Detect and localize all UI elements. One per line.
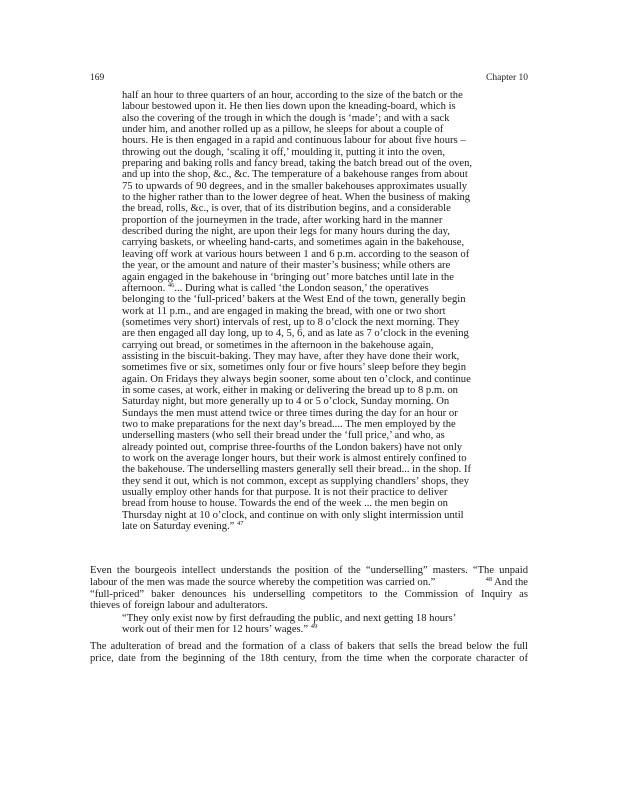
paragraph-2	[90, 641, 528, 665]
quote-line: Sundays the men must attend twice or three times during the day for an hour or	[122, 407, 458, 419]
quote-line: leaving off work at various hours between 1 and 6 p.m. according to the season of	[122, 248, 470, 260]
paragraph-line: Even the bourgeois intellect understands the position of the “underselling” masters. “The unpaid	[90, 565, 528, 576]
quote-line: again engaged in the bakehouse in ‘bringing out’ more batches until late in the	[122, 271, 454, 283]
quote-line	[122, 624, 502, 635]
paragraph-line: thieves of foreign labour and adulterators.	[90, 600, 268, 612]
footnote-marker: 48	[485, 575, 493, 583]
paragraph-1	[90, 565, 528, 612]
quote-line: usually employ other hands for that purpose. It is not their practice to deliver	[122, 487, 448, 499]
quote-line: also the covering of the trough in which the dough is ‘made’; and with a sack	[122, 112, 450, 124]
quote-text: afternoon.	[122, 282, 168, 294]
quote-line	[122, 283, 502, 294]
quote-line: are then engaged all day long, up to 4, 5, 6, and as late as 7 o’clock in the evening	[122, 328, 469, 340]
footnote-marker: 46	[167, 281, 175, 289]
quote-line: already pointed out, comprise three-fourths of the London bakers) have not only	[122, 441, 463, 453]
quote-line: in some cases, at work, either in making or delivering the bread up to 8 p.m. on	[122, 384, 458, 396]
quote-line: underselling masters (who sell their bread under the ‘full price,’ and who, as	[122, 430, 445, 442]
quote-line: bread from house to house. Towards the end of the week ... the men begin on	[122, 498, 448, 510]
paragraph-text: labour of the men was made the source whereby the competition was carried on.”	[90, 576, 436, 588]
quote-line: work at 11 p.m., and are engaged in making the bread, with one or two short	[122, 305, 446, 317]
quote-line: described during the night, are upon their legs for many hours during the day,	[122, 226, 450, 238]
quote-line: Thursday night at 10 o’clock, and continue on with only slight intermission until	[122, 509, 464, 521]
quote-line: (sometimes very short) intervals of rest, up to 8 o’clock the next morning. They	[122, 316, 460, 328]
block-quote-1	[122, 90, 502, 532]
quote-line: proportion of the journeymen in the trade, after working hard in the manner	[122, 214, 443, 226]
quote-line: throwing out the dough, ‘scaling it off,’ moulding it, putting it into the oven,	[122, 146, 445, 158]
quote-line: to the higher rather than to the lower degree of heat. When the business of making	[122, 192, 471, 204]
quote-line: belonging to the ‘full-priced’ bakers at the West End of the town, generally begin	[122, 294, 466, 306]
quote-line: assisting in the biscuit-baking. They may have, after they have done their work,	[122, 350, 460, 362]
quote-line: half an hour to three quarters of an hour, according to the size of the batch or the	[122, 90, 463, 101]
paragraph-line: The adulteration of bread and the formation of a class of bakers that sells the bread below the full	[90, 641, 528, 652]
quote-line	[122, 521, 502, 532]
paragraph-line: price, date from the beginning of the 18th century, from the time when the corporate character of	[90, 652, 528, 664]
quote-text: ... During what is called ‘the London season,’ the operatives	[174, 282, 429, 294]
quote-line: “They only exist now by first defrauding the public, and next getting 18 hours’	[122, 613, 457, 624]
quote-line: they send it out, which is not common, except as supplying chandlers’ shops, they	[122, 475, 469, 487]
footnote-marker: 47	[237, 520, 244, 528]
running-header	[90, 73, 528, 87]
footnote-marker: 49	[310, 623, 318, 631]
quote-line: again. On Fridays they always begin sooner, some about ten o’clock, and continue	[122, 373, 471, 385]
quote-line: carrying baskets, or wheeling hand-carts, and sometimes again in the bakehouse,	[122, 237, 465, 249]
quote-line: labour bestowed upon it. He then lies down upon the kneading-board, which is	[122, 101, 456, 113]
page-number: 169	[90, 73, 105, 83]
quote-text: work out of their men for 12 hours’ wages.”	[122, 624, 311, 636]
quote-text: late on Saturday evening.”	[122, 521, 238, 533]
quote-line: Saturday night, but more generally up to 4 or 5 o’clock, Sunday morning. On	[122, 396, 450, 408]
quote-line: to work on the average longer hours, but their work is almost entirely confined to	[122, 453, 467, 464]
quote-line: preparing and baking rolls and fancy bread, taking the batch bread out of the oven,	[122, 158, 473, 170]
quote-line: carrying out bread, or sometimes in the afternoon in the bakehouse again,	[122, 339, 434, 351]
quote-line: hours. He is then engaged in a rapid and continuous labour for about five hours –	[122, 135, 466, 147]
block-quote-2	[122, 613, 502, 636]
paragraph-text: And the	[492, 576, 528, 588]
quote-line: sometimes five or six, sometimes only four or five hours’ sleep before they begin	[122, 362, 467, 374]
quote-line: and up into the shop, &c., &c. The temperature of a bakehouse ranges from about	[122, 169, 468, 181]
quote-line: the bakehouse. The underselling masters generally sell their bread... in the shop. If	[122, 464, 471, 476]
paragraph-line	[90, 577, 528, 589]
quote-line: under him, and another rolled up as a pillow, he sleeps for about a couple of	[122, 124, 444, 136]
paragraph-line: “full-priced” baker denounces his underselling competitors to the Commission of Inquiry as	[90, 588, 528, 600]
quote-line: the bread, rolls, &c., is over, that of its distribution begins, and a considerable	[122, 203, 451, 215]
quote-line: two to make preparations for the next day’s bread.... The men employed by the	[122, 418, 456, 430]
chapter-title: Chapter 10	[486, 73, 528, 83]
quote-line: 75 to upwards of 90 degrees, and in the smaller bakehouses approximates usually	[122, 180, 468, 192]
paragraph-text-tail	[486, 577, 528, 589]
quote-line: the year, or the amount and nature of their master’s business; while others are	[122, 260, 451, 272]
